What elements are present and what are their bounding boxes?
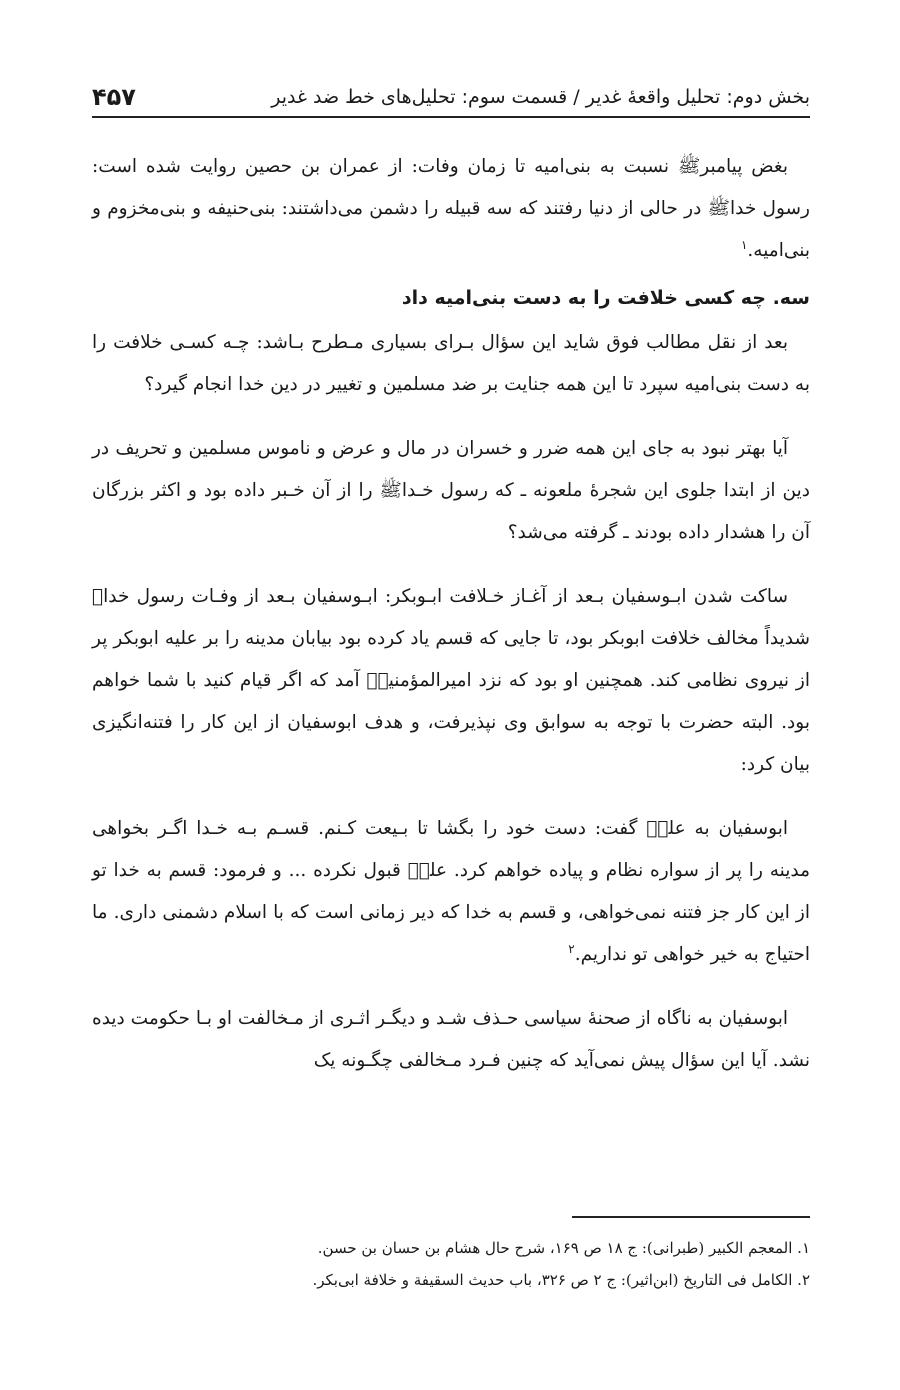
paragraph-abu-sufyan-removed: ابوسفیان به ناگاه از صحنهٔ سیاسی حـذف شـد و دیگـر اثـری از مـخالفت او بـا حکومت دیده نشد. آیا این سؤال پیش نمی‌آید که چنین فـرد مـخالفی چگـونه یک <box>92 1008 810 1071</box>
footnote-ref: ۲ <box>568 941 575 956</box>
paragraph-abu-sufyan-silence: ساکت شدن ابـوسفیان بـعد از آغـاز خـلافت ابـوبکر: ابـوسفیان بـعد از وفـات رسول خداﷺ شدیداً مخالف خلافت ابوبکر بود، تا جایی که قسم یاد کرده بود بیابان مدینه را بر علیه ابوبکر پر از نیروی نظامی کند. همچنین او بود که نزد امیرالمؤمنینؑ آمد که اگر قیام کنید با شما خواهم بود. البته حضرت با توجه به سوابق وی نپذیرفت، و هدف ابوسفیان از این کار را فتنه‌انگیزی بیان کرد: <box>92 586 810 775</box>
page-number: ۴۵۷ <box>92 83 136 111</box>
paragraph-abu-sufyan-quote <box>92 808 810 976</box>
footnote-1: ۱. المعجم الکبیر (طبرانی): ج ۱۸ ص ۱۶۹، شرح حال هشام بن حسان بن حسن. <box>317 1239 810 1257</box>
running-header <box>92 66 810 112</box>
paragraph-text: ابوسفیان به علیؑ گفت: دست خود را بگشا تا بـیعت کـنم. قسـم بـه خـدا اگـر بخواهی مدینه را پر از سواره نظام و پیاده خواهم کرد. علیؑ قبول نکرده ... و فرمود: قسم به خدا تو از این کار جز فتنه نمی‌خواهی، و قسم به خدا که دیر زمانی است که با اسلام دشمنی داری. ما احتیاج به خیر خواهی تو نداریم. <box>92 818 810 965</box>
paragraph-was-it-not-better: آیا بهتر نبود به جای این همه ضرر و خسران در مال و عرض و ناموس مسلمین و تحریف در دین از ابتدا جلوی این شجرهٔ ملعونه ـ که رسول خـداﷺ را از آن خـبر داده بود و اکثر بزرگان آن را هشدار داده بودند ـ گرفته می‌شد؟ <box>92 438 810 543</box>
paragraph-question: بعد از نقل مطالب فوق شاید این سؤال بـرای بسیاری مـطرح بـاشد: چـه کسـی خلافت را به دست بنی‌امیه سپرد تا این همه جنایت بر ضد مسلمین و تغییر در دین خدا انجام گیرد؟ <box>92 332 810 395</box>
footnote-ref: ۱ <box>740 237 748 252</box>
body-text <box>92 146 810 1104</box>
footnote-divider <box>572 1216 810 1218</box>
footnote-2: ۲. الکامل فی التاریخ (ابن‌اثیر): ج ۲ ص ۳۲۶، باب حدیث السقیفة و خلافة ابی‌بکر. <box>312 1271 810 1289</box>
running-header-title: بخش دوم: تحلیل واقعهٔ غدیر / قسمت سوم: تحلیل‌های خط ضد غدیر <box>271 86 810 108</box>
paragraph-umayyad-hatred <box>92 146 810 272</box>
book-page <box>92 0 810 1390</box>
header-divider <box>92 116 810 118</box>
footnotes <box>92 1232 810 1296</box>
section-heading: سه. چه کسی خلافت را به دست بنی‌امیه داد <box>401 287 810 309</box>
paragraph-text: بغض پیامبرﷺ نسبت به بنی‌امیه تا زمان وفات: از عمران بن حصین روایت شده است: رسول خداﷺ در حالی از دنیا رفتند که سه قبیله را دشمن می‌داشتند: بنی‌حنیفه و بنی‌مخزوم و بنی‌امیه. <box>92 156 810 261</box>
